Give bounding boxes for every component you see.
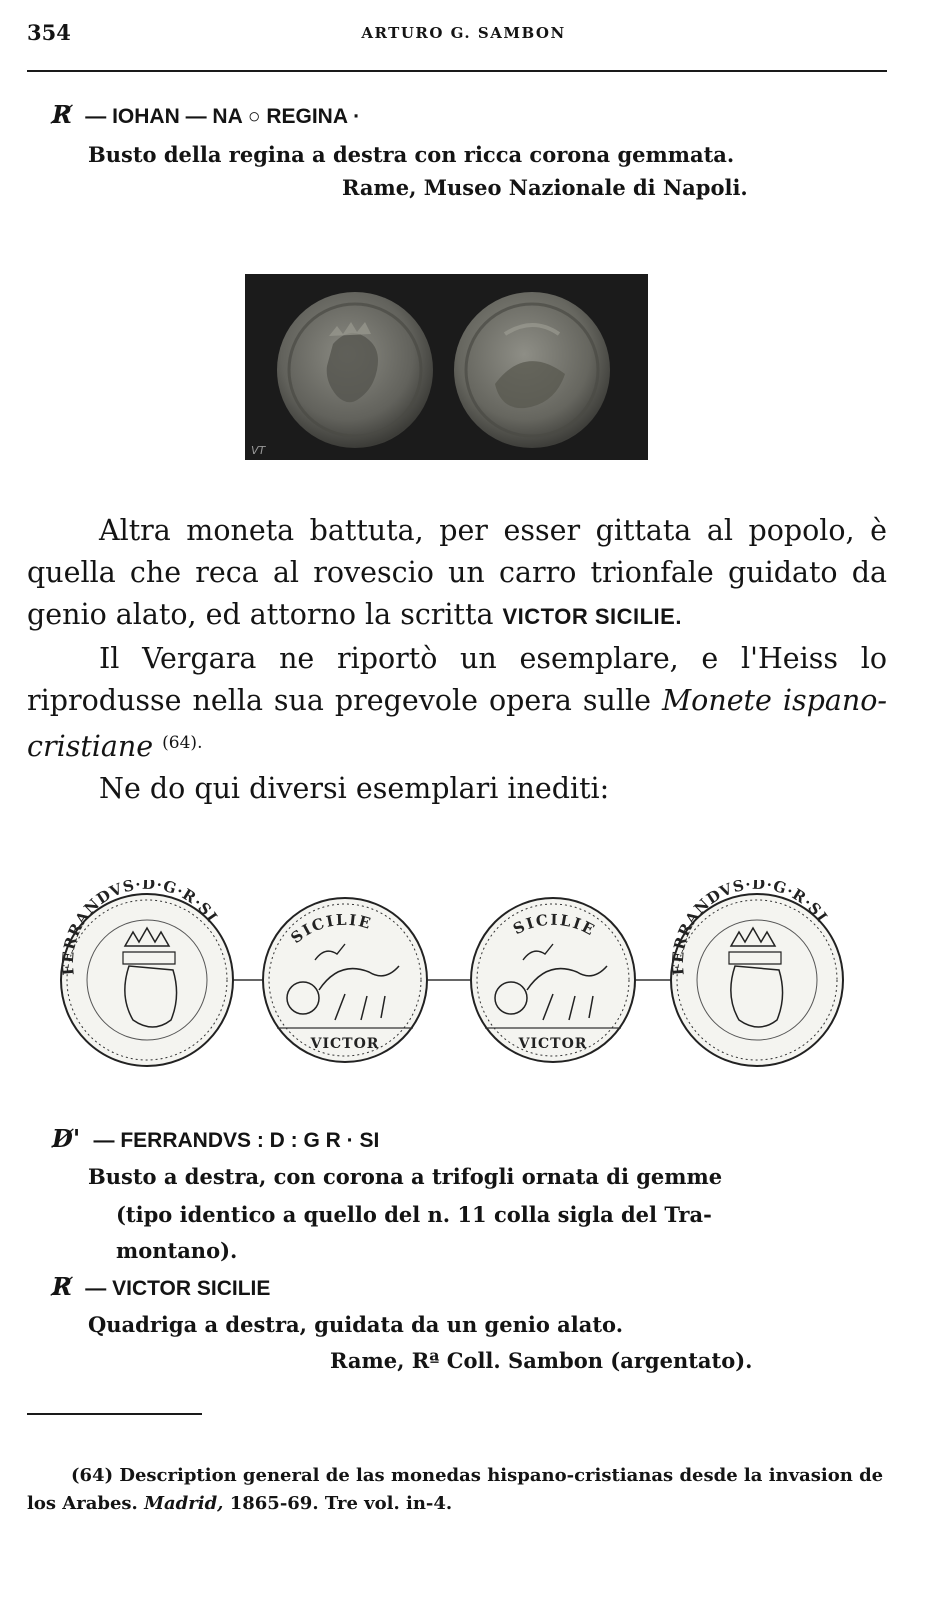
drawing-coin-obverse-1 — [59, 880, 233, 1066]
footnote-ref: (64). — [162, 733, 203, 753]
page-number: 354 — [27, 20, 71, 45]
paragraph-2 — [27, 638, 887, 768]
footnote-text-end: 1865-69. Tre vol. in-4. — [229, 1493, 453, 1514]
footnote — [27, 1462, 887, 1518]
coin-2-legend: SICILIE — [287, 910, 375, 947]
entry-one-location: Rame, Museo Nazionale di Napoli. — [342, 175, 748, 200]
entry-two-obverse-line-3: montano). — [116, 1238, 238, 1263]
footnote-rule — [27, 1413, 202, 1415]
drawing-coin-reverse-2 — [471, 898, 635, 1062]
paragraph-2-italic: Monete ispano-cristiane — [27, 684, 888, 763]
paragraph-1-caps: VICTOR SICILIE. — [502, 604, 682, 629]
entry-two-obverse-legend: — FERRANDVS : D : G R · SI — [93, 1129, 380, 1152]
coin-photo-svg — [245, 274, 648, 460]
obverse-symbol: D̸' — [52, 1124, 81, 1153]
footnote-text: (64) Description general de las monedas hispano-cristianas desde la invasion de los Arabes. — [27, 1465, 884, 1514]
entry-two-obverse-line-1: Busto a destra, con corona a trifogli ornata di gemme — [88, 1164, 723, 1189]
reverse-symbol: R̸ — [52, 100, 72, 129]
paragraph-1 — [27, 510, 887, 638]
paragraph-3: Ne do qui diversi esemplari inediti: — [99, 772, 610, 805]
coin-drawings-svg — [45, 880, 865, 1080]
header-rule — [27, 70, 887, 72]
drawing-coin-reverse-1 — [263, 898, 427, 1062]
entry-two-reverse-line-1: Quadriga a destra, guidata da un genio alato. — [88, 1312, 624, 1337]
entry-two-location: Rame, Rª Coll. Sambon (argentato). — [330, 1348, 753, 1373]
footnote-italic: Madrid, — [144, 1493, 224, 1514]
coin-4-legend: FERRANDVS·D·G·R·SI — [668, 880, 832, 977]
entry-two-reverse-legend: — VICTOR SICILIE — [85, 1277, 271, 1300]
photo-initials: VT — [251, 444, 266, 457]
drawing-coin-obverse-2 — [669, 880, 843, 1066]
entry-two-reverse-line — [52, 1272, 270, 1304]
coin-2-exergue: VICTOR — [310, 1036, 380, 1052]
coin-photograph — [245, 274, 648, 460]
coin-3-exergue: VICTOR — [518, 1036, 588, 1052]
paragraph-1-text: Altra moneta battuta, per esser gittata al popolo, è quella che reca al rovescio un carro trionfale guidato da genio alato, ed attorno la scritta — [27, 514, 887, 631]
entry-one-description: Busto della regina a destra con ricca corona gemmata. — [88, 142, 735, 167]
entry-one-legend-line — [52, 100, 360, 132]
coin-1-legend: FERRANDVS·D·G·R·SI — [58, 880, 222, 977]
coin-3-legend: SICILIE — [510, 910, 599, 940]
entry-two-obverse-line — [52, 1124, 379, 1156]
running-head: ARTURO G. SAMBON — [361, 24, 566, 42]
body-text — [27, 510, 887, 810]
entry-two-obverse-line-2: (tipo identico a quello del n. 11 colla sigla del Tra- — [116, 1202, 712, 1227]
paragraph-2-text: Il Vergara ne riportò un esemplare, e l'Heiss lo riprodusse nella sua pregevole opera sulle — [27, 642, 887, 717]
coin-drawings — [45, 880, 865, 1080]
reverse-symbol-2: R̸ — [52, 1272, 72, 1301]
entry-one-legend: — IOHAN — NA ○ REGINA · — [85, 105, 361, 128]
